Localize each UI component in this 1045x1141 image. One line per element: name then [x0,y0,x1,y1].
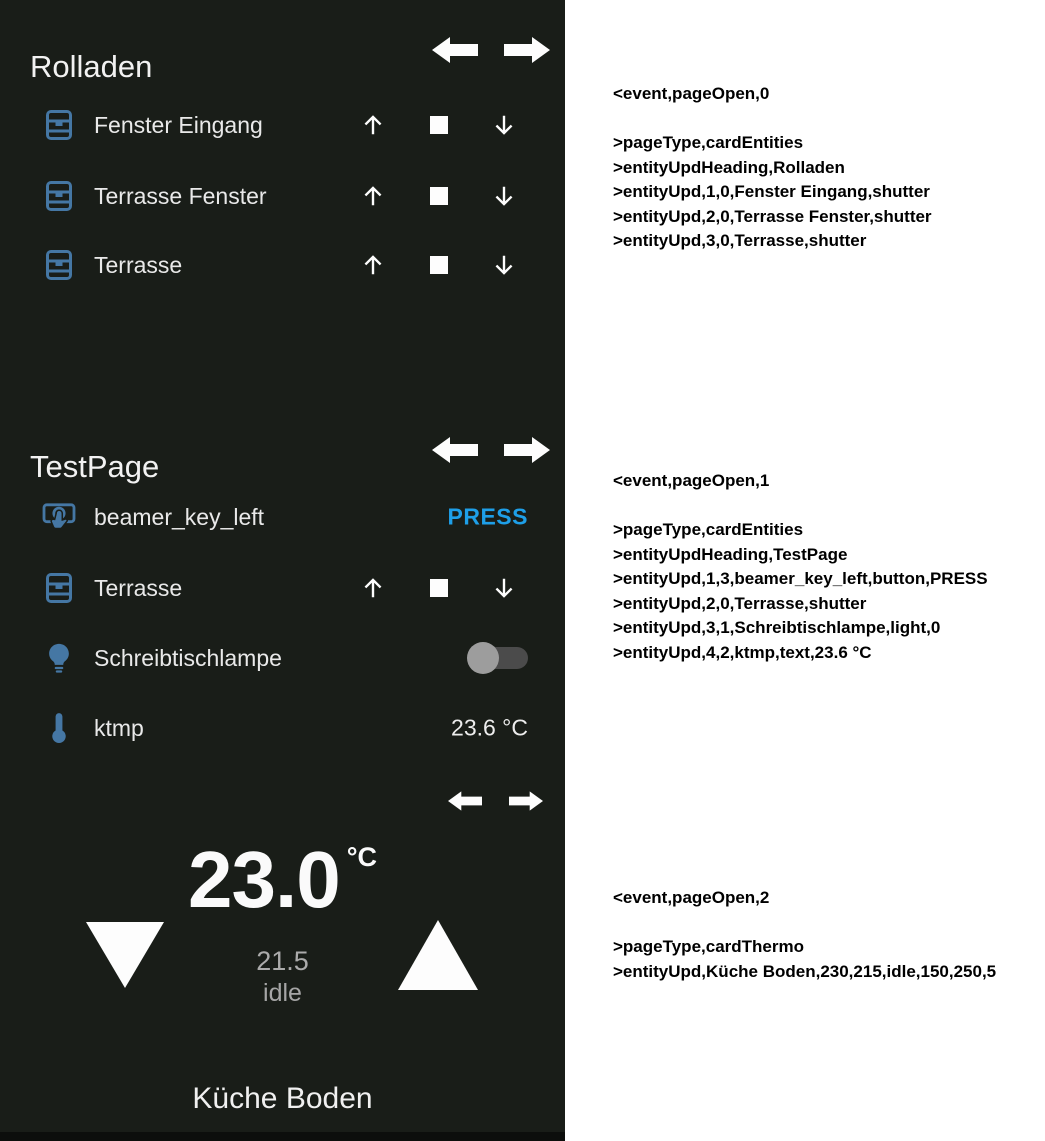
log-blank-line [613,911,996,936]
log-blank-line [613,107,932,132]
page-nav [432,435,550,465]
shutter-up-icon[interactable] [360,183,386,209]
log-response-line: >entityUpdHeading,TestPage [613,544,848,564]
shutter-up-icon[interactable] [360,575,386,601]
entity-label: Schreibtischlampe [94,644,282,671]
toggle-knob [467,642,499,674]
thermo-card [0,770,565,1132]
entity-label: Terrasse [94,251,183,278]
log-response-line: >pageType,cardThermo [613,937,804,956]
log-block-pageopen-0 [613,82,932,254]
entity-label: Terrasse [94,574,183,601]
log-block-pageopen-1 [613,469,988,665]
shutter-icon [40,573,78,603]
entity-row [0,494,565,540]
log-response-line: >entityUpd,3,1,Schreibtischlampe,light,0 [613,618,941,637]
log-block-pageopen-2 [613,886,996,984]
shutter-up-icon[interactable] [360,112,386,138]
page-nav [432,35,550,65]
shutter-stop-icon[interactable] [430,256,448,274]
page-title: Rolladen [30,48,153,84]
rolladen-card [0,0,565,415]
nav-right-icon[interactable] [504,435,550,465]
log-response-line: >entityUpd,Küche Boden,230,215,idle,150,250,5 [613,961,997,981]
log-blank-line [613,494,988,519]
entity-label: Fenster Eingang [94,111,263,138]
entity-row [0,242,565,288]
shutter-down-icon[interactable] [491,252,517,278]
shutter-controls [360,183,517,209]
shutter-icon [40,110,78,140]
log-request-line: <event,pageOpen,2 [613,888,770,907]
log-response-line: >pageType,cardEntities [613,133,804,152]
nav-left-icon[interactable] [448,787,482,815]
light-toggle[interactable] [468,647,528,669]
shutter-down-icon[interactable] [491,183,517,209]
thermostat-name: Küche Boden [192,1082,373,1115]
log-response-line: >entityUpd,2,0,Terrasse Fenster,shutter [613,206,932,226]
shutter-icon [40,181,78,211]
testpage-card [0,415,565,770]
shutter-controls [360,252,517,278]
shutter-stop-icon[interactable] [430,579,448,597]
log-response-line: >entityUpd,2,0,Terrasse,shutter [613,593,867,613]
button-press-icon [40,502,78,532]
entity-row [0,705,565,751]
log-request-line: <event,pageOpen,1 [613,471,770,490]
screen-bottom-edge [0,1132,565,1141]
shutter-down-icon[interactable] [491,112,517,138]
entity-value: 23.6 °C [451,714,528,741]
nav-left-icon[interactable] [432,35,478,65]
shutter-down-icon[interactable] [491,575,517,601]
log-response-line: >entityUpd,4,2,ktmp,text,23.6 °C [613,642,872,662]
hvac-state: idle [263,979,302,1007]
shutter-controls [360,112,517,138]
entity-label: ktmp [94,714,144,741]
entity-row [0,173,565,219]
page-nav [448,787,543,815]
entity-row [0,102,565,148]
page-title: TestPage [30,448,160,484]
log-response-line: >pageType,cardEntities [613,520,804,539]
log-response-line: >entityUpd,3,0,Terrasse,shutter [613,231,867,250]
nav-right-icon[interactable] [504,35,550,65]
target-temperature: 21.5 [256,946,309,976]
nav-right-icon[interactable] [509,787,543,815]
press-button[interactable]: PRESS [447,503,528,530]
light-icon [40,643,78,673]
log-response-line: >entityUpd,1,0,Fenster Eingang,shutter [613,182,930,201]
current-temperature [188,835,377,924]
shutter-icon [40,250,78,280]
current-temperature-value: 23.0 [188,835,340,924]
shutter-stop-icon[interactable] [430,116,448,134]
entity-label: beamer_key_left [94,503,265,530]
shutter-stop-icon[interactable] [430,187,448,205]
log-request-line: <event,pageOpen,0 [613,84,770,103]
shutter-controls [360,575,517,601]
shutter-up-icon[interactable] [360,252,386,278]
thermometer-icon [40,712,78,744]
temperature-unit: °C [346,842,377,872]
log-response-line: >entityUpdHeading,Rolladen [613,157,845,177]
entity-row [0,565,565,611]
entity-label: Terrasse Fenster [94,182,267,209]
log-response-line: >entityUpd,1,3,beamer_key_left,button,PRESS [613,569,988,588]
entity-row [0,635,565,681]
nav-left-icon[interactable] [432,435,478,465]
